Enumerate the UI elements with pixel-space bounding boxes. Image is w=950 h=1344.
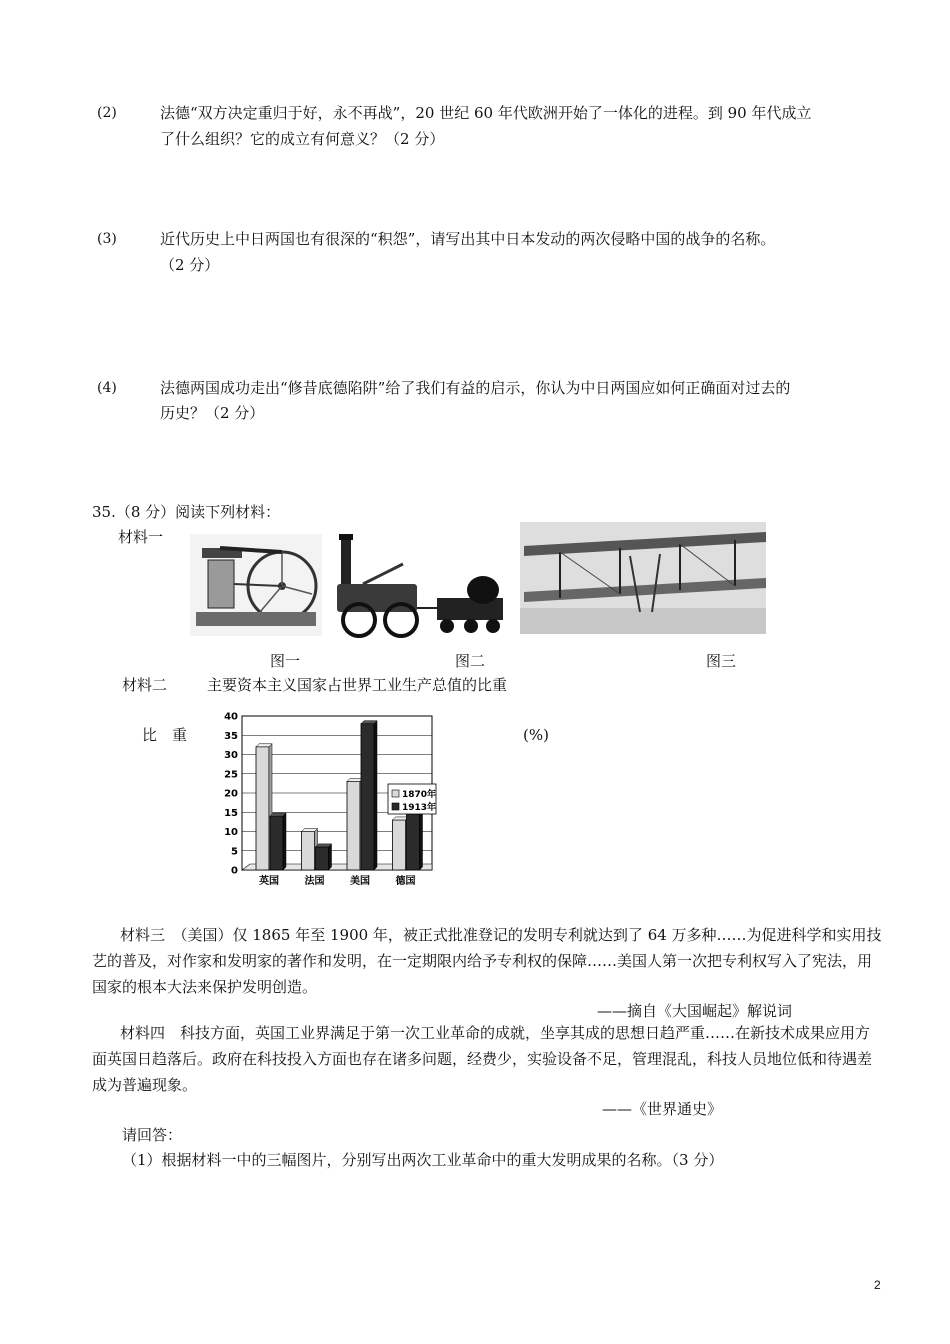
chart-x-labels xyxy=(259,874,416,887)
bar-1913年-英国 xyxy=(270,816,283,870)
bar-1870年-美国 xyxy=(347,781,360,870)
legend-label: 1913年 xyxy=(402,803,437,813)
y-tick-label: 40 xyxy=(224,711,238,723)
material2-title: 主要资本主义国家占世界工业生产总值的比重 xyxy=(207,676,508,694)
biplane-image xyxy=(520,522,766,634)
y-tick-label: 20 xyxy=(224,788,238,800)
legend-swatch xyxy=(392,790,399,797)
page-number: 2 xyxy=(874,1278,881,1292)
bar-1870年-英国 xyxy=(256,747,269,870)
material1-label: 材料一 xyxy=(118,528,164,546)
y-tick-label: 0 xyxy=(231,865,238,877)
bar-top xyxy=(316,844,332,847)
y-axis-label: 比 重 xyxy=(142,726,188,744)
x-tick-label: 英国 xyxy=(259,876,279,887)
y-tick-label: 35 xyxy=(224,730,238,742)
legend-label: 1870年 xyxy=(402,790,437,800)
bar-side xyxy=(283,813,286,870)
q3-number: (3) xyxy=(97,231,117,247)
bar-1870年-德国 xyxy=(393,820,406,870)
q35-header: 35.（8 分）阅读下列材料： xyxy=(92,503,281,521)
fig1-caption: 图一 xyxy=(270,652,301,670)
y-tick-label: 30 xyxy=(224,750,238,761)
please-answer: 请回答： xyxy=(122,1126,183,1144)
y-tick-label: 25 xyxy=(224,769,238,781)
q4-line1: 法德两国成功走出“修昔底德陷阱”给了我们有益的启示，你认为中日两国应如何正确面对过去的 xyxy=(160,379,791,397)
bar-1870年-法国 xyxy=(302,832,315,871)
locomotive-image xyxy=(333,534,505,640)
bar-side xyxy=(420,805,423,870)
unit-label: (%) xyxy=(523,726,549,744)
locomotive-icon xyxy=(333,534,505,640)
q3-line1: 近代历史上中日两国也有很深的“积怨”，请写出其中日本发动的两次侵略中国的战争的名称。 xyxy=(160,230,776,248)
y-tick-label: 10 xyxy=(224,827,238,838)
q4-number: (4) xyxy=(97,380,117,396)
fig2-caption: 图二 xyxy=(455,652,486,670)
fig3-caption: 图三 xyxy=(706,652,737,670)
legend-swatch xyxy=(392,803,399,810)
material4-text: 材料四 科技方面，英国工业界满足于第一次工业革命的成就，坐享其成的思想日趋严重……在新技术成果应用方面英国日趋落后。政府在科技投入方面也存在诸多问题，经费少，实验设备不足，管理混乱，科技人员地位低和待遇差成为普遍现象。 xyxy=(92,1024,873,1094)
q2-line2: 了什么组织？它的成立有何意义？（2 分） xyxy=(160,130,445,148)
q2-line1: 法德“双方决定重归于好，永不再战”，20 世纪 60 年代欧洲开始了一体化的进程。到 90 年代成立 xyxy=(160,104,812,122)
q3-line2: （2 分） xyxy=(160,256,220,274)
bar-1913年-美国 xyxy=(361,724,374,870)
bar-top xyxy=(361,721,377,724)
bar-top xyxy=(270,813,286,816)
y-tick-label: 5 xyxy=(231,846,238,858)
q2-number: (2) xyxy=(97,105,117,121)
x-tick-label: 德国 xyxy=(395,876,416,887)
bar-top xyxy=(302,829,318,832)
x-tick-label: 法国 xyxy=(304,876,325,887)
sub-question-1: （1）根据材料一中的三幅图片，分别写出两次工业革命中的重大发明成果的名称。（3 分） xyxy=(122,1151,724,1169)
bar-side xyxy=(329,844,332,870)
y-tick-label: 15 xyxy=(224,807,238,819)
bar-1913年-德国 xyxy=(407,808,420,870)
material4-source: ——《世界通史》 xyxy=(602,1100,723,1118)
q4-line2: 历史？（2 分） xyxy=(160,404,265,422)
steam-engine-icon xyxy=(190,534,322,636)
material3-source: ——摘自《大国崛起》解说词 xyxy=(597,1002,793,1020)
bar-1913年-法国 xyxy=(316,847,329,870)
x-tick-label: 美国 xyxy=(350,876,370,887)
steam-engine-image xyxy=(190,534,322,636)
bar-top xyxy=(256,744,272,747)
chart-legend xyxy=(388,784,436,814)
biplane-icon xyxy=(520,522,766,634)
industrial-output-bar-chart xyxy=(218,706,440,892)
material2-label: 材料二 xyxy=(122,676,168,694)
chart-y-ticks xyxy=(224,712,238,877)
bar-side xyxy=(374,721,377,870)
material3-text: 材料三 （美国）仅 1865 年至 1900 年，被正式批准登记的发明专利就达到了 64 万多种……为促进科学和实用技艺的普及，对作家和发明家的著作和发明，在一定期限内给予专利权的保障……美国人第一次把专利权写入了宪法，用国家的根本大法来保护发明创造。 xyxy=(92,926,882,996)
